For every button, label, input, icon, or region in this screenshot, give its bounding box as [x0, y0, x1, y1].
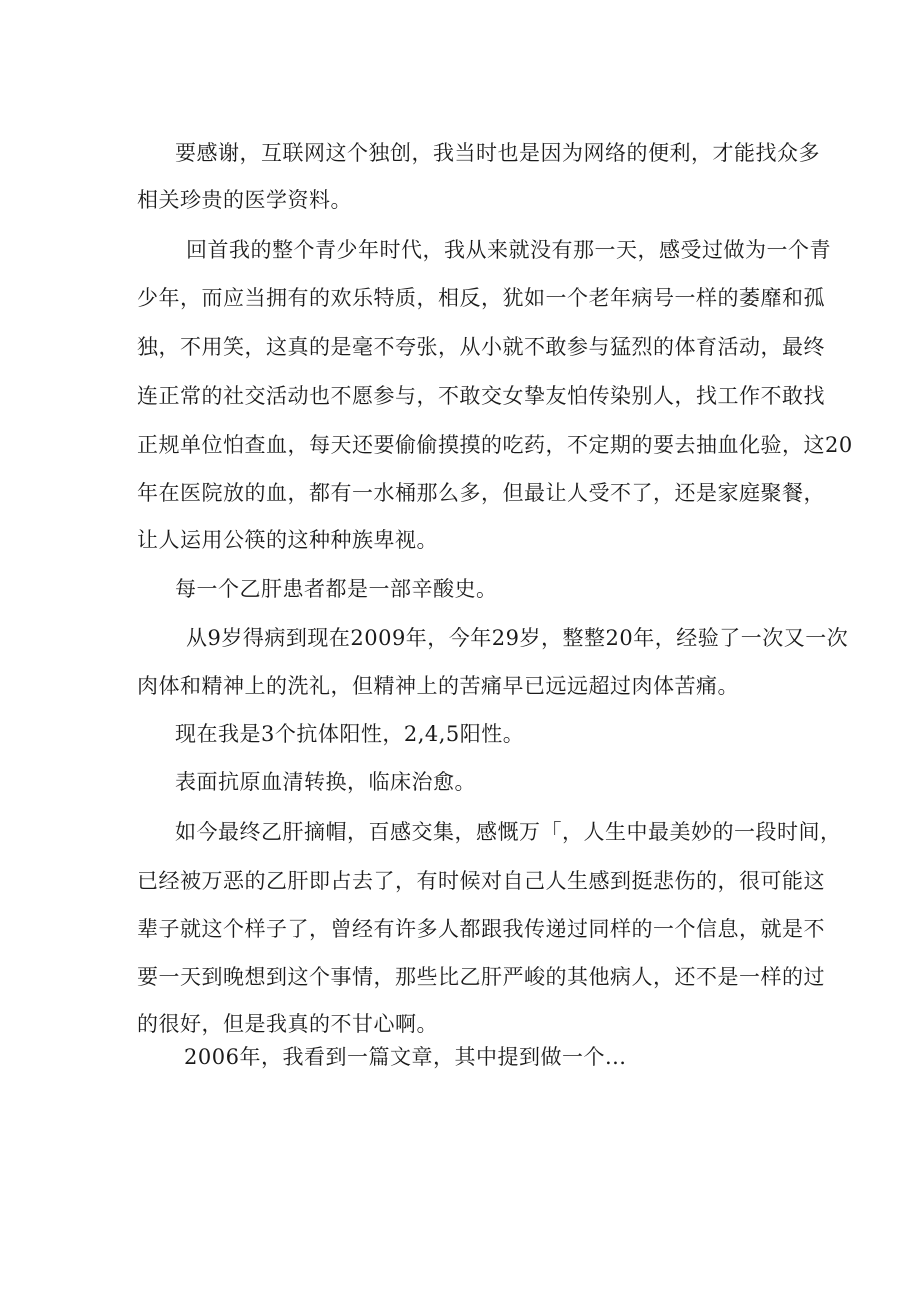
text-line: 每一个乙肝患者都是一部辛酸史。 [175, 577, 498, 601]
text-line: 相关珍贵的医学资料。 [137, 188, 352, 212]
text-line: 肉体和精神上的洗礼，但精神上的苦痛早已远远超过肉体苦痛。 [137, 674, 739, 698]
text-line: 正规单位怕查血，每天还要偷偷摸摸的吃药，不定期的要去抽血化验，这20 [137, 433, 853, 457]
text-line: 让人运用公筷的这种种族卑视。 [137, 528, 438, 552]
text-line: 的很好，但是我真的不甘心啊。 [137, 1012, 438, 1036]
text-line: 已经被万恶的乙肝即占去了，有时候对自己人生感到挺悲伤的，很可能这 [137, 869, 825, 893]
text-line: 辈子就这个样子了，曾经有许多人都跟我传递过同样的一个信息，就是不 [137, 917, 825, 941]
text-line: 现在我是3个抗体阳性，2,4,5阳性。 [175, 722, 525, 746]
text-line: 回首我的整个青少年时代，我从来就没有那一天，感受过做为一个青 [186, 238, 831, 262]
text-line: 表面抗原血清转换，临床治愈。 [175, 770, 476, 794]
text-line: 连正常的社交活动也不愿参与，不敢交女挚友怕传染别人，找工作不敢找 [137, 384, 825, 408]
text-line: 要感谢，互联网这个独创，我当时也是因为网络的便利，才能找众多 [175, 141, 820, 165]
text-line: 独，不用笑，这真的是毫不夸张，从小就不敢参与猛烈的体育活动，最终 [137, 335, 825, 359]
text-line: 少年，而应当拥有的欢乐特质，相反，犹如一个老年病号一样的萎靡和孤 [137, 286, 825, 310]
text-line: 要一天到晚想到这个事情，那些比乙肝严峻的其他病人，还不是一样的过 [137, 965, 825, 989]
text-line: 年在医院放的血，都有一水桶那么多，但最让人受不了，还是家庭聚餐， [137, 481, 825, 505]
text-line: 2006年，我看到一篇文章，其中提到做一个... [184, 1045, 627, 1069]
text-line: 从9岁得病到现在2009年，今年29岁，整整20年，经验了一次又一次 [186, 626, 849, 650]
text-line: 如今最终乙肝摘帽，百感交集，感慨万「，人生中最美妙的一段时间， [175, 820, 842, 844]
